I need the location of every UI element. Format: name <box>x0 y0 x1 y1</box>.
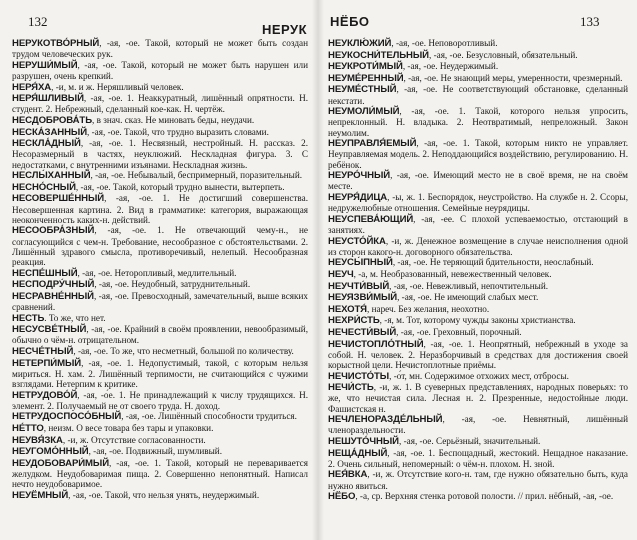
entry-headword: НЕУГОМО́ННЫЙ <box>12 446 89 458</box>
dictionary-entry <box>328 371 628 382</box>
dictionary-entry <box>328 192 628 213</box>
dictionary-entry <box>12 225 308 267</box>
entry-headword: НЕСООБРА́ЗНЫЙ <box>12 225 95 237</box>
dictionary-entry <box>12 411 308 422</box>
entry-headword: НЕУЧТИ́ВЫЙ <box>328 280 390 292</box>
dictionary-entry <box>12 182 308 193</box>
entry-definition: , -и, ж. Отсутствие согласованности. <box>62 434 206 445</box>
entry-definition: , -я, м. Тот, которому чужды законы христианства. <box>379 315 576 326</box>
entry-headword: НЕСУСВЕ́ТНЫЙ <box>12 324 87 336</box>
entry-definition: , -ая, -ое. Неповоротливый. <box>391 38 498 48</box>
dictionary-entry <box>12 324 308 345</box>
entry-headword: НЕСКЛА́ДНЫЙ <box>12 138 81 150</box>
entry-definition: , -ая, -ое. 1. Недопустимый, такой, с которым нельзя мириться. Н. хам. 2. Лишённый терпимости, не считающийся с чужими взглядами. Нетерпим к критике. <box>12 357 308 389</box>
entry-headword: НЕРЯ́ХА <box>12 81 52 93</box>
entry-definition: , -ая, -ое. 1. Такой, который не перевариваетcя желудком. Неудобоваримая пища. 2. Совершенно непонятный. Написал нечто неудобоваримое. <box>12 457 308 490</box>
dictionary-entry <box>328 448 628 469</box>
page-number-left: 132 <box>28 14 48 29</box>
entry-headword: НЕСОВЕРШЕ́ННЫЙ <box>12 193 105 205</box>
entry-definition: , -и, ж. Денежное возмещение в случае неисполнения одной из сторон какого-н. договорного обязательства. <box>328 235 628 257</box>
entry-headword: НЕУКРОТИ́МЫЙ <box>328 61 403 73</box>
dictionary-entry <box>328 257 628 268</box>
left-column <box>12 38 308 501</box>
entry-headword: НЕ́ТТО <box>12 422 44 434</box>
entry-definition: , неизм. О весе товара без тары и упаковки. <box>43 422 214 433</box>
entry-definition: , -ая, -ое. Неторопливый, медлительный. <box>77 267 237 278</box>
entry-headword: НЕСТЬ <box>12 312 45 324</box>
dictionary-entry <box>12 193 308 225</box>
entry-definition: , -ая, -ое. Не соответствующий обстановке, сделанный некстати. <box>328 84 628 106</box>
entry-definition: , -ы, ж. 1. Беспорядок, неустройство. На службе н. 2. Ссоры, недружелюбные отношения. Семейные неурядицы. <box>328 191 628 214</box>
entry-definition: , -ая, -ое. Такой, который не может быть нарушен или разрушен, очень крепкий. <box>12 59 308 81</box>
dictionary-entry <box>328 382 628 414</box>
entry-headword: НЕУЧ <box>328 268 354 280</box>
entry-definition: , -ая, -ое. 1. Несвязный, нестройный. Н. рассказ. 2. Несоразмерный в частях, неуклюжий. Нескладная фигура. 3. С недостатками, с внутренними изъянами. Нескладная жизнь. <box>12 138 308 170</box>
entry-definition: , -ая, -ое. Греховный, порочный. <box>396 326 522 337</box>
dictionary-entry <box>328 73 628 84</box>
entry-definition: , -ая, -ое. 1. Не достигший совершенства. Несовершенная картина. 2. Вид в грамматике: категория, выражающая неоконченность каких-н. действий. <box>12 193 308 225</box>
entry-headword: НЕЧЛЕНОРАЗДЕ́ЛЬНЫЙ <box>328 414 443 426</box>
dictionary-entry <box>12 291 308 312</box>
entry-definition: , -а, м. Необразованный, невежественный человек. <box>353 268 552 279</box>
entry-definition: , -о́т, мн. Содержимое отхожих мест, отбросы. <box>389 370 569 381</box>
entry-definition: , -ая, -ое. Такой, что нельзя унять, неудержимый. <box>68 489 260 500</box>
entry-headword: НЕУРЯ́ДИЦА <box>328 191 388 203</box>
entry-headword: НЕШУТО́ЧНЫЙ <box>328 435 399 447</box>
dictionary-entry <box>12 268 308 279</box>
entry-headword: НЕРУШИ́МЫЙ <box>12 59 78 71</box>
entry-headword: НЕУСПЕВА́ЮЩИЙ <box>328 213 414 225</box>
entry-definition: , -ая, -ое. Серьёзный, значительный. <box>398 435 541 446</box>
right-column <box>328 38 628 503</box>
left-page <box>0 0 318 540</box>
guide-word-right: НЁБО <box>330 14 370 29</box>
entry-headword: НЁБО <box>328 491 356 503</box>
entry-headword: НЕХОТЯ́ <box>328 303 367 315</box>
entry-definition: , -ая, -ое. Не имеющий слабых мест. <box>397 292 539 303</box>
entry-headword: НЕУВЯ́ЗКА <box>12 434 63 446</box>
entry-headword: НЕУКЛЮ́ЖИЙ <box>328 38 392 49</box>
entry-definition: . То же, что нет. <box>44 312 106 323</box>
right-page <box>318 0 637 540</box>
entry-headword: НЕСКА́ЗАННЫЙ <box>12 126 88 138</box>
dictionary-entry <box>328 61 628 72</box>
dictionary-entry <box>328 50 628 61</box>
page-number-right: 133 <box>580 14 600 29</box>
dictionary-entry <box>328 292 628 303</box>
dictionary-entry <box>328 236 628 257</box>
dictionary-entry <box>12 170 308 181</box>
entry-definition: , -ая, -ое. Такой, что трудно выразить словами. <box>87 126 269 137</box>
entry-headword: НЕУЯЗВИ́МЫЙ <box>328 292 398 304</box>
entry-definition: , -ая, -ое. Крайний в своём проявлении, невообразимый, обычно о чём-н. отрицательном. <box>12 324 308 346</box>
dictionary-entry <box>12 458 308 490</box>
entry-definition: , нареч. Без желания, неохотно. <box>366 303 490 314</box>
entry-definition: , -и, м. и ж. Неряшливый человек. <box>51 81 184 92</box>
dictionary-entry <box>12 358 308 390</box>
entry-headword: НЕЯ́ВКА <box>328 469 368 481</box>
dictionary-entry <box>12 93 308 114</box>
entry-definition: , -ая, -ое. Лишённый способности трудиться. <box>121 411 297 422</box>
entry-definition: , -ая, -ое. 1. Неопрятный, небрежный в уходе за собой. Н. человек. 2. Неразборчивый в средствах для достижения своей корыстной цели. Нечистоплотные приёмы. <box>328 338 628 370</box>
dictionary-entry <box>12 435 308 446</box>
dictionary-entry <box>12 279 308 290</box>
entry-definition: , -ая, -ое. Небывалый, беспримерный, поразительный. <box>90 170 303 181</box>
entry-headword: НЕУДОБОВАРИ́МЫЙ <box>12 457 110 469</box>
dictionary-entry <box>12 82 308 93</box>
entry-headword: НЕСДОБРОВА́ТЬ <box>12 114 92 126</box>
dictionary-entry <box>12 390 308 411</box>
entry-headword: НЕХРИ́СТЬ <box>328 315 380 327</box>
dictionary-entry <box>12 446 308 457</box>
dictionary-entry <box>328 491 628 502</box>
entry-definition: , -ая, -ое. 1. Такой, которого нельзя упросить, непреклонный. Н. владыка. 2. Неотвратимый, непреложный. Закон неумолим. <box>328 106 628 138</box>
entry-headword: НЕУСТО́ЙКА <box>328 235 386 247</box>
entry-definition: , -ая, -ое. Подвижный, шумливый. <box>88 446 222 457</box>
entry-definition: , -ая, -ое. Безусловный, обязательный. <box>428 49 578 60</box>
entry-definition: , -ая, -ое. Имеющий место не в своё время, не на своём месте. <box>328 170 628 192</box>
entry-headword: НЕСПОДРУ́ЧНЫЙ <box>12 279 95 291</box>
entry-definition: , -ая, -ое. 1. Беспощадный, жестокий. Нещадное наказание. 2. Очень сильный, непомерный: о чём-н. плохом. Н. зной. <box>328 447 628 469</box>
dictionary-entry <box>12 313 308 324</box>
dictionary-entry <box>12 38 308 59</box>
entry-headword: НЕСЧЕ́ТНЫЙ <box>12 345 74 357</box>
entry-definition: , -ая, -ое. 1. Не отвечающий чему-н., не согласующийся с чем-н. Требование, несообразное с обстоятельствами. 2. Лишённый здравого смысла, противоречивый, нелепый. Несообразная реакция. <box>12 225 308 267</box>
entry-headword: НЕРУКОТВО́РНЫЙ <box>12 38 100 49</box>
entry-headword: НЕТРУДОСПОСО́БНЫЙ <box>12 411 122 423</box>
entry-definition: , -ая, -ое. Не теряющий бдительности, неослабный. <box>392 257 594 268</box>
entry-definition: , -ая, -ое. Неудержимый. <box>402 61 499 72</box>
entry-definition: , -ая, -ое. Превосходный, замечательный, выше всяких сравнений. <box>12 290 308 312</box>
dictionary-entry <box>12 127 308 138</box>
entry-definition: , -ая, -ое. Невнятный, лишённый членораздельности. <box>328 414 628 436</box>
entry-definition: , -а, ср. Верхняя стенка ротовой полости. // прил. нёбный, -ая, -ое. <box>355 491 614 502</box>
entry-headword: НЕУСЫ́ПНЫЙ <box>328 257 393 269</box>
dictionary-entry <box>328 327 628 338</box>
entry-headword: НЕТЕРПИ́МЫЙ <box>12 357 82 369</box>
dictionary-entry <box>328 436 628 447</box>
guide-word-left: НЕРУК <box>262 22 308 37</box>
entry-definition: , -и, ж. 1. В суеверных представлениях, народных поверьях: то же, что нечистая сила. Лесная н. 2. Презренные, недостойные люди. Фашистская н. <box>328 382 628 414</box>
entry-headword: НЕСЛЫ́ХАННЫЙ <box>12 170 91 182</box>
entry-headword: НЕУЁМНЫЙ <box>12 489 69 501</box>
entry-definition: , -ая, -о́е. 1. Не принадлежащий к числу трудящихся. Н. элемент. 2. Получаемый не от своего труда. Н. доход. <box>12 389 308 411</box>
entry-headword: НЕЩА́ДНЫЙ <box>328 447 388 459</box>
dictionary-entry <box>328 269 628 280</box>
entry-headword: НЕЧИСТОПЛО́ТНЫЙ <box>328 338 424 350</box>
dictionary-entry <box>328 38 628 49</box>
dictionary-entry <box>328 170 628 191</box>
entry-definition: , -ая, -ое. Не знающий меры, умеренности, чрезмерный. <box>403 72 623 83</box>
dictionary-entry <box>328 214 628 235</box>
dictionary-entry <box>328 138 628 170</box>
entry-headword: НЕЧИСТО́ТЫ <box>328 370 390 382</box>
dictionary-entry <box>12 490 308 501</box>
dictionary-entry <box>12 138 308 170</box>
entry-definition: , -ая, -ое. Такой, который не может быть создан трудом человеческих рук. <box>12 38 308 60</box>
dictionary-entry <box>12 346 308 357</box>
entry-headword: НЕЧИ́СТЬ <box>328 382 374 394</box>
dictionary-entry <box>12 60 308 81</box>
dictionary-entry <box>328 469 628 490</box>
entry-definition: , -ая, -ое. Такой, который трудно вынести, вытерпеть. <box>75 181 285 192</box>
entry-definition: , -ая, -ое. 1. Такой, которым никто не управляет. Неуправляемая модель. 2. Неподдающийся воздействию, регулированию. Н. ребёнок. <box>328 138 628 170</box>
entry-headword: НЕСРАВНЕ́ННЫЙ <box>12 290 94 302</box>
dictionary-entry <box>328 315 628 326</box>
dictionary-entry <box>328 414 628 435</box>
entry-headword: НЕУМОЛИ́МЫЙ <box>328 106 400 118</box>
dictionary-entry <box>12 423 308 434</box>
entry-headword: НЕУКОСНИ́ТЕЛЬНЫЙ <box>328 49 429 61</box>
entry-definition: , -ая, -ое. То же, что несметный, большой по количеству. <box>73 345 294 356</box>
entry-headword: НЕСПЕ́ШНЫЙ <box>12 267 78 279</box>
entry-headword: НЕТРУДОВО́Й <box>12 389 78 401</box>
entry-headword: НЕУМЕ́РЕННЫЙ <box>328 72 404 84</box>
entry-definition: , в знач. сказ. Не миновать беды, неудачи. <box>92 114 255 125</box>
entry-headword: НЕРЯ́ШЛИВЫЙ <box>12 93 84 105</box>
dictionary-entry <box>328 106 628 138</box>
entry-definition: , -ая, -ее. С плохой успеваемостью, отстающий в занятиях. <box>328 213 628 235</box>
entry-headword: НЕСНО́СНЫЙ <box>12 181 76 193</box>
entry-headword: НЕУРО́ЧНЫЙ <box>328 170 391 182</box>
entry-headword: НЕЧЕСТИ́ВЫЙ <box>328 326 397 338</box>
entry-definition: , -ая, -ое. Невежливый, непочтительный. <box>389 280 549 291</box>
dictionary-entry <box>328 281 628 292</box>
dictionary-entry <box>328 304 628 315</box>
entry-definition: , -ая, -ое. Неудобный, затруднительный. <box>94 279 251 290</box>
entry-definition: , -и, ж. Отсутствие кого-н. там, где нужно обязательно быть, куда нужно явиться. <box>328 469 628 491</box>
dictionary-entry <box>328 84 628 105</box>
entry-definition: , -ая, -ое. 1. Неаккуратный, лишённый опрятности. Н. студент. 2. Небрежный, сделанный кое-как. Н. чертёж. <box>12 93 308 115</box>
dictionary-entry <box>328 339 628 371</box>
entry-headword: НЕУПРАВЛЯ́ЕМЫЙ <box>328 138 417 150</box>
entry-headword: НЕУМЕ́СТНЫЙ <box>328 84 397 96</box>
dictionary-entry <box>12 115 308 126</box>
